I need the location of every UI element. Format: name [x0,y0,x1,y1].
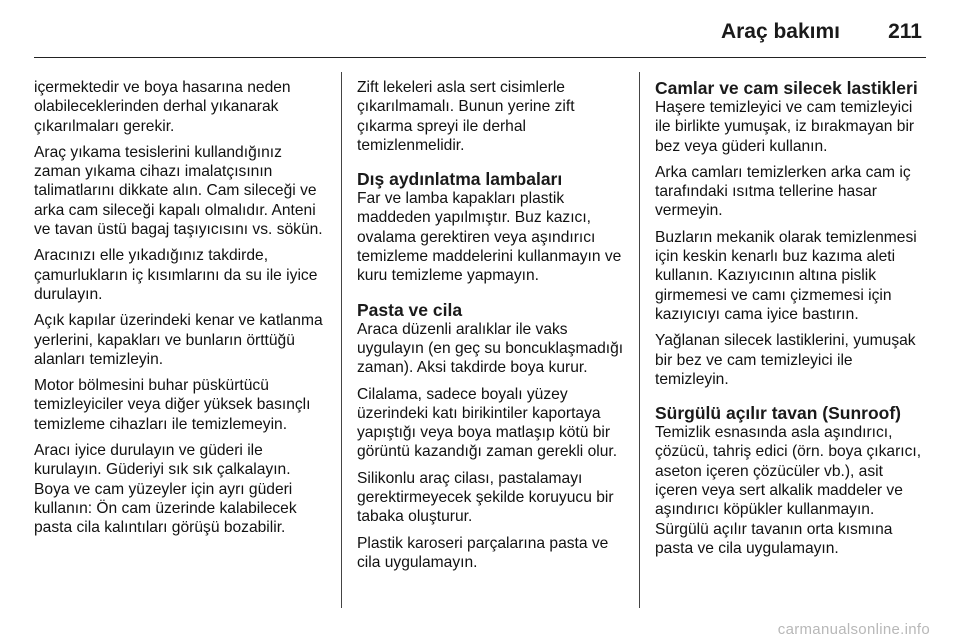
paragraph: Aracı iyice durulayın ve güderi ile kurulayın. Güderiyi sık sık çalkalayın. Boya ve cam yüzeyler için ayrı güderi kullanın: Ön cam üzerinde kalabilecek pasta cila kalıntıları görüşü bozabilir. [34,442,297,537]
paragraph: Temizlik esnasında asla aşındırıcı, çözücü, tahriş edici (örn. boya çıkarıcı, aseton içeren çözücüler vb.), asit içeren veya sert alkalik maddeler ve aşındırıcı köpükler kullanmayın. Sürgülü açılır tavanın orta kısmına pasta ve cila uygulamayın. [655,424,922,557]
paragraph: Yağlanan silecek lastiklerini, yumuşak bir bez ve cam temizleyici ile temizleyin. [655,332,916,388]
paragraph: Motor bölmesini buhar püskürtücü temizleyiciler veya diğer yüksek basınçlı temizleme cihazları ile temizlemeyin. [34,377,311,433]
paragraph: Zift lekeleri asla sert cisimlerle çıkarılmamalı. Bunun yerine zift çıkarma spreyi ile derhal temizlenmelidir. [357,79,575,154]
paragraph: Buzların mekanik olarak temizlenmesi için keskin kenarlı buz kazıma aleti kullanın. Kazıyıcının altına pislik girmemesi ve camı çizmemesi için kazıyıcıyı cama iyice bastırın. [655,228,917,323]
heading-polish-wax: Pasta ve cila [357,299,463,320]
paragraph: Arka camları temizlerken arka cam iç tarafındaki ısıtma tellerine hasar vermeyin. [655,163,911,220]
paragraph: Araca düzenli aralıklar ile vaks uygulayın (en geç su boncuklaşmadığı zaman). Aksi takdirde boya kurur. [357,320,624,377]
paragraph: Açık kapılar üzerindeki kenar ve katlanma yerlerini, kapakları ve bunların örttüğü alanları temizleyin. [34,312,323,368]
heading-windows-wipers: Camlar ve cam silecek lastikleri [655,78,918,98]
paragraph: Cilalama, sadece boyalı yüzey üzerindeki katı birikintiler kaportaya yapıştığı veya boya matlaşıp kötü bir görüntü kazandığı zaman gerekli olur. [357,385,618,461]
column-2 [357,78,627,579]
column-divider-1 [341,72,342,608]
column-1 [34,78,330,545]
paragraph: Far ve lamba kapakları plastik maddeden yapılmıştır. Buz kazıcı, ovalama gerektiren veya aşındırıcı temizleme maddelerini kullanmayın ve kuru temizleme yapmayın. [357,190,622,285]
column-divider-2 [639,72,640,608]
page-header [0,0,960,58]
header-divider [34,57,926,58]
paragraph: Araç yıkama tesislerini kullandığınız zaman yıkama cihazı imalatçısının talimatlarını dikkate alın. Cam sileceği ve arka cam sileceği kapalı olmalıdır. Anteni ve tavan üstü bagaj taşıyıcısını vs. sökün. [34,143,323,239]
column-3 [655,78,925,565]
paragraph: içermektedir ve boya hasarına neden olabileceklerinden derhal yıkanarak çıkarılmaları gerekir. [34,79,291,135]
page-number: 211 [888,20,922,43]
heading-sunroof: Sürgülü açılır tavan (Sunroof) [655,403,901,424]
paragraph: Haşere temizleyici ve cam temizleyici ile birlikte yumuşak, iz bırakmayan bir bez veya güderi kullanın. [655,99,915,155]
section-title: Araç bakımı [720,20,840,43]
watermark: carmanualsonline.info [777,621,930,638]
paragraph: Plastik karoseri parçalarına pasta ve cila uygulamayın. [357,534,609,571]
heading-exterior-lights: Dış aydınlatma lambaları [357,169,563,190]
paragraph: Aracınızı elle yıkadığınız takdirde, çamurlukların iç kısımlarını da su ile iyice durulayın. [34,247,318,303]
paragraph: Silikonlu araç cilası, pastalamayı gerektirmeyecek şekilde koruyucu bir tabaka oluşturur. [357,469,614,526]
